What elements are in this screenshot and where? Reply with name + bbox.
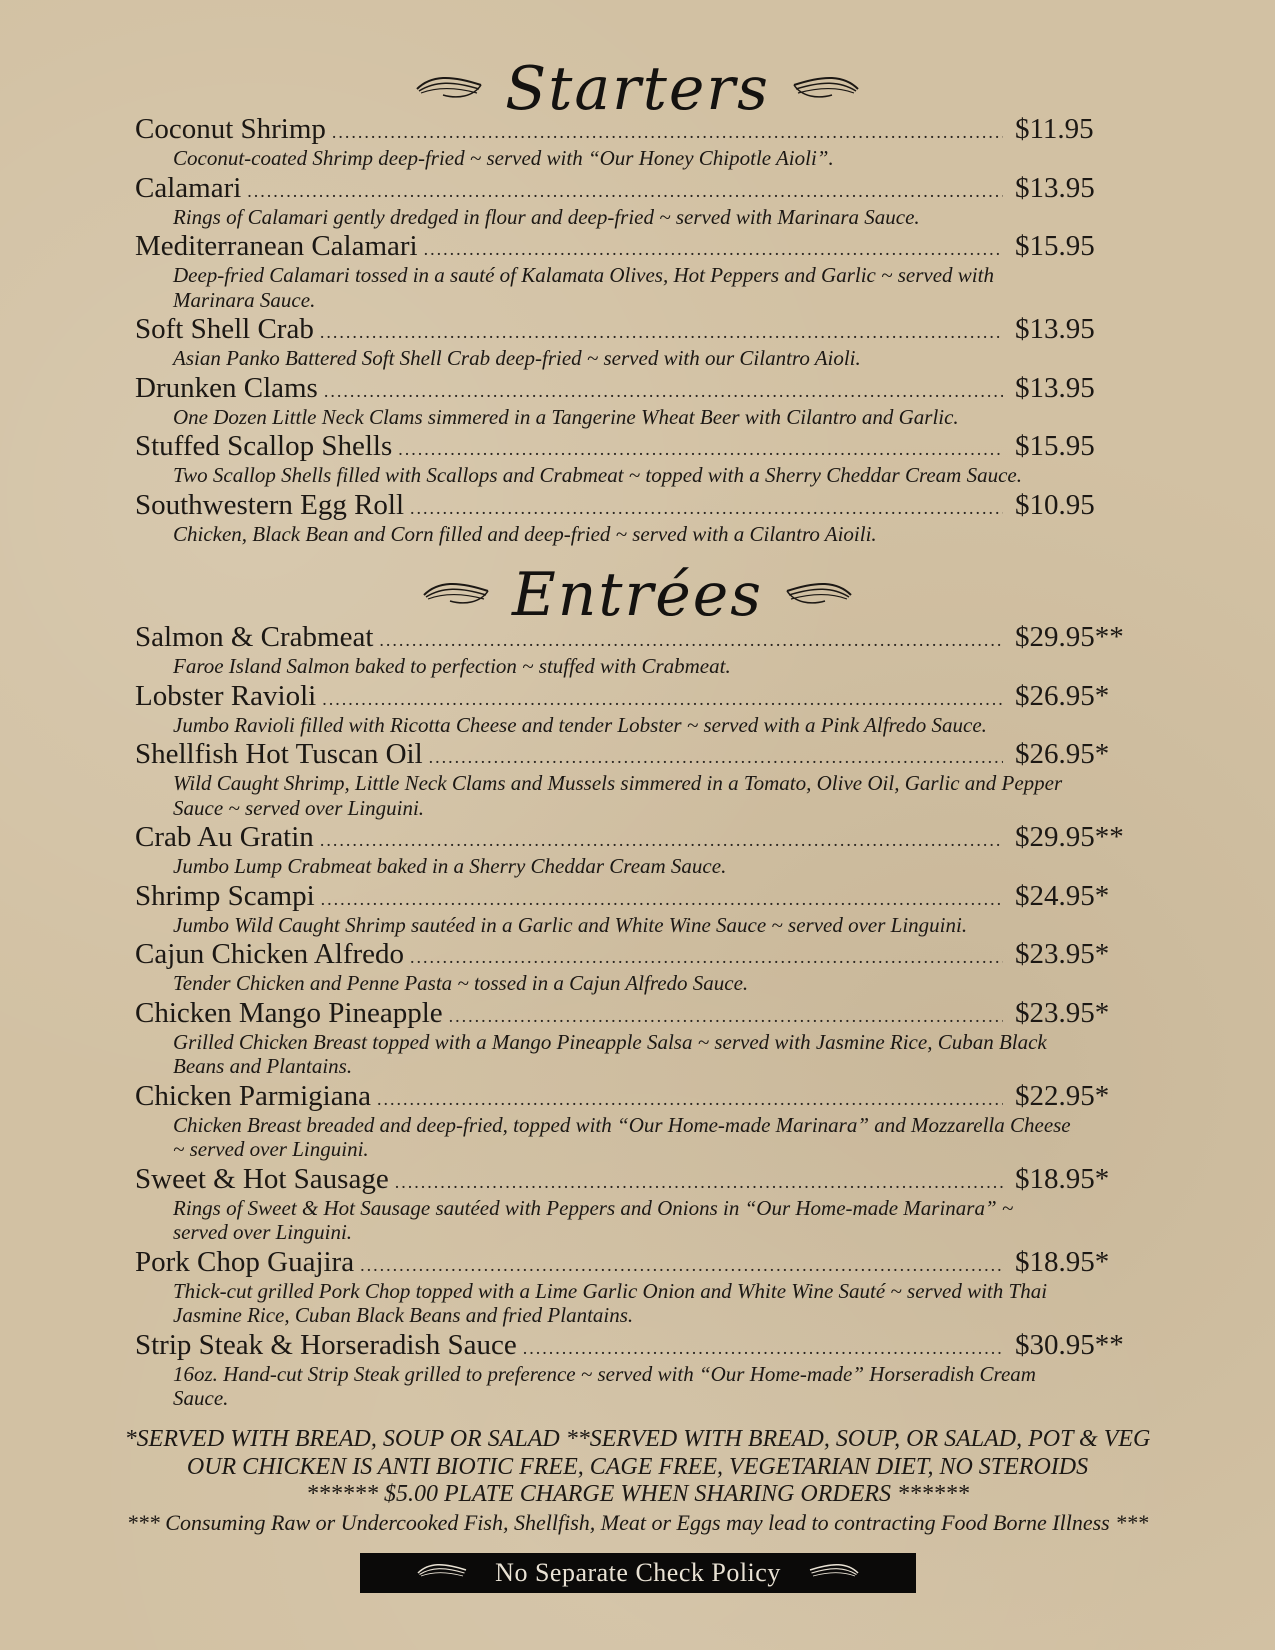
menu-item-row	[135, 620, 1125, 654]
item-price: $11.95	[1015, 113, 1094, 145]
item-description: Deep-fried Calamari tossed in a sauté of Kalamata Olives, Hot Peppers and Garlic ~ served with Marinara Sauce.	[173, 263, 994, 312]
entrees-list	[135, 620, 1125, 1411]
item-price: $24.95*	[1015, 879, 1110, 912]
menu-item	[135, 488, 1125, 547]
item-name: Cajun Chicken Alfredo	[135, 938, 405, 970]
item-name: Shrimp Scampi	[135, 879, 315, 912]
menu-item	[135, 679, 1125, 738]
menu-item-row	[135, 996, 1125, 1030]
item-name: Shellfish Hot Tuscan Oil	[135, 738, 423, 770]
dot-leader	[410, 491, 1003, 525]
dot-leader	[410, 940, 1003, 974]
dot-leader	[377, 1082, 1003, 1116]
section-title: Starters	[505, 54, 770, 124]
menu-item	[135, 1245, 1125, 1328]
item-description: Jumbo Lump Crabmeat baked in a Sherry Cheddar Cream Sauce.	[173, 854, 727, 878]
item-description: Tender Chicken and Penne Pasta ~ tossed in a Cajun Alfredo Sauce.	[173, 971, 749, 995]
dot-leader	[523, 1331, 1003, 1365]
item-description: Coconut-coated Shrimp deep-fried ~ served with “Our Honey Chipotle Aioli”.	[173, 146, 834, 170]
dot-leader	[429, 740, 1003, 774]
item-description: 16oz. Hand-cut Strip Steak grilled to preference ~ served with “Our Home-made” Horseradish Cream Sauce.	[173, 1361, 1036, 1410]
menu-item	[135, 1079, 1125, 1162]
chicken-note: OUR CHICKEN IS ANTI BIOTIC FREE, CAGE FREE, VEGETARIAN DIET, NO STEROIDS	[186, 1453, 1089, 1480]
menu-item-row	[135, 1079, 1125, 1113]
menu-item	[135, 112, 1125, 171]
item-price: $23.95*	[1015, 996, 1110, 1029]
item-name: Southwestern Egg Roll	[135, 488, 405, 521]
item-name: Drunken Clams	[135, 371, 318, 404]
item-name: Coconut Shrimp	[135, 113, 326, 145]
item-price: $18.95*	[1015, 1245, 1110, 1278]
section-title: Entrées	[511, 560, 764, 630]
item-price: $18.95*	[1015, 1162, 1110, 1195]
dot-leader	[379, 623, 1003, 657]
menu-item	[135, 737, 1125, 820]
item-name: Chicken Parmigiana	[135, 1079, 371, 1112]
menu-item	[135, 620, 1125, 679]
menu-item-row	[135, 737, 1125, 771]
item-price: $10.95	[1015, 488, 1095, 521]
menu-item-row	[135, 679, 1125, 713]
menu-item	[135, 1162, 1125, 1245]
dot-leader	[398, 432, 1003, 466]
swirl-flourish-icon	[790, 73, 862, 105]
swirl-flourish-icon	[420, 579, 492, 611]
menu-item	[135, 996, 1125, 1079]
menu-item-row	[135, 879, 1125, 913]
dot-leader	[424, 232, 1003, 266]
item-price: $22.95*	[1015, 1079, 1110, 1112]
item-name: Stuffed Scallop Shells	[135, 430, 393, 462]
dot-leader	[324, 374, 1003, 408]
policy-banner	[360, 1553, 916, 1593]
item-description: Rings of Calamari gently dredged in flour and deep-fried ~ served with Marinara Sauce.	[173, 204, 920, 229]
item-name: Soft Shell Crab	[135, 313, 314, 345]
item-description: Faroe Island Salmon baked to perfection ~ stuffed with Crabmeat.	[173, 654, 731, 678]
footer-notes	[0, 1426, 1275, 1536]
item-description: Two Scallop Shells filled with Scallops and Crabmeat ~ topped with a Sherry Cheddar Cream Sauce.	[173, 463, 1022, 487]
menu-item	[135, 1328, 1125, 1411]
item-description: Jumbo Wild Caught Shrimp sautéed in a Garlic and White Wine Sauce ~ served over Linguini.	[173, 912, 968, 937]
item-description: Wild Caught Shrimp, Little Neck Clams and Mussels simmered in a Tomato, Olive Oil, Garlic and Pepper Sauce ~ served over Linguini.	[173, 771, 1063, 820]
item-description: Grilled Chicken Breast topped with a Mango Pineapple Salsa ~ served with Jasmine Rice, Cuban Black Beans and Plantains.	[173, 1029, 1047, 1078]
item-name: Lobster Ravioli	[135, 679, 317, 712]
swirl-flourish-icon	[413, 1561, 471, 1585]
menu-item-row	[135, 312, 1125, 346]
item-description: Thick-cut grilled Pork Chop topped with a Lime Garlic Onion and White Wine Sauté ~ served with Thai Jasmine Rice, Cuban Black Beans and fried Plantains.	[173, 1278, 1048, 1327]
entrees-heading	[0, 562, 1275, 628]
dot-leader	[322, 682, 1003, 716]
item-description: Rings of Sweet & Hot Sausage sautéed with Peppers and Onions in “Our Home-made Marinara” ~ served over Linguini.	[173, 1195, 1014, 1244]
item-description: Chicken Breast breaded and deep-fried, topped with “Our Home-made Marinara” and Mozzarella Cheese ~ served over Linguini.	[173, 1112, 1071, 1161]
item-name: Chicken Mango Pineapple	[135, 996, 443, 1029]
item-name: Sweet & Hot Sausage	[135, 1162, 389, 1195]
dot-leader	[320, 315, 1003, 349]
dot-leader	[395, 1165, 1003, 1199]
menu-item	[135, 429, 1125, 488]
menu-item	[135, 312, 1125, 371]
item-name: Calamari	[135, 171, 242, 204]
menu-item-row	[135, 1245, 1125, 1279]
item-name: Strip Steak & Horseradish Sauce	[135, 1328, 517, 1361]
menu-item-row	[135, 171, 1125, 205]
dot-leader	[449, 999, 1003, 1033]
item-price: $29.95**	[1015, 621, 1124, 653]
item-name: Pork Chop Guajira	[135, 1245, 355, 1278]
item-description: Chicken, Black Bean and Corn filled and deep-fried ~ served with a Cilantro Aioili.	[173, 521, 877, 546]
menu-item-row	[135, 1162, 1125, 1196]
swirl-flourish-icon	[805, 1561, 863, 1585]
menu-item	[135, 229, 1125, 312]
item-price: $26.95*	[1015, 679, 1110, 712]
dot-leader	[320, 823, 1003, 857]
dot-leader	[321, 882, 1003, 916]
item-description: Jumbo Ravioli filled with Ricotta Cheese and tender Lobster ~ served with a Pink Alfredo Sauce.	[173, 712, 987, 737]
item-price: $15.95	[1015, 230, 1095, 262]
menu-item-row	[135, 488, 1125, 522]
dot-leader	[360, 1248, 1003, 1282]
menu-item-row	[135, 371, 1125, 405]
policy-text: No Separate Check Policy	[495, 1558, 781, 1587]
item-price: $23.95*	[1015, 938, 1110, 970]
menu-item	[135, 171, 1125, 230]
item-price: $13.95	[1015, 171, 1095, 204]
item-price: $29.95**	[1015, 821, 1124, 853]
consumer-advisory: *** Consuming Raw or Undercooked Fish, Shellfish, Meat or Eggs may lead to contracting Food Borne Illness ***	[126, 1509, 1149, 1535]
menu-item-row	[135, 820, 1125, 854]
serving-note: *SERVED WITH BREAD, SOUP OR SALAD **SERVED WITH BREAD, SOUP, OR SALAD, POT & VEG	[124, 1426, 1151, 1452]
item-description: Asian Panko Battered Soft Shell Crab deep-fried ~ served with our Cilantro Aioli.	[173, 346, 861, 370]
dot-leader	[247, 174, 1003, 208]
item-price: $26.95*	[1015, 738, 1110, 770]
item-price: $15.95	[1015, 430, 1095, 462]
swirl-flourish-icon	[413, 73, 485, 105]
menu-item	[135, 820, 1125, 879]
item-name: Mediterranean Calamari	[135, 230, 418, 262]
menu-item-row	[135, 229, 1125, 263]
menu-item-row	[135, 937, 1125, 971]
menu-item	[135, 371, 1125, 430]
menu-item-row	[135, 429, 1125, 463]
swirl-flourish-icon	[783, 579, 855, 611]
starters-list	[135, 112, 1125, 546]
plate-charge-note: ****** $5.00 PLATE CHARGE WHEN SHARING ORDERS ******	[305, 1481, 970, 1507]
item-price: $13.95	[1015, 371, 1095, 404]
dot-leader	[332, 115, 1003, 149]
item-name: Salmon & Crabmeat	[135, 621, 374, 653]
menu-item-row	[135, 112, 1125, 146]
menu-item	[135, 879, 1125, 938]
item-price: $30.95**	[1015, 1328, 1124, 1361]
menu-item	[135, 937, 1125, 996]
item-name: Crab Au Gratin	[135, 821, 314, 853]
item-price: $13.95	[1015, 313, 1095, 345]
item-description: One Dozen Little Neck Clams simmered in a Tangerine Wheat Beer with Cilantro and Garlic.	[173, 404, 959, 429]
menu-item-row	[135, 1328, 1125, 1362]
